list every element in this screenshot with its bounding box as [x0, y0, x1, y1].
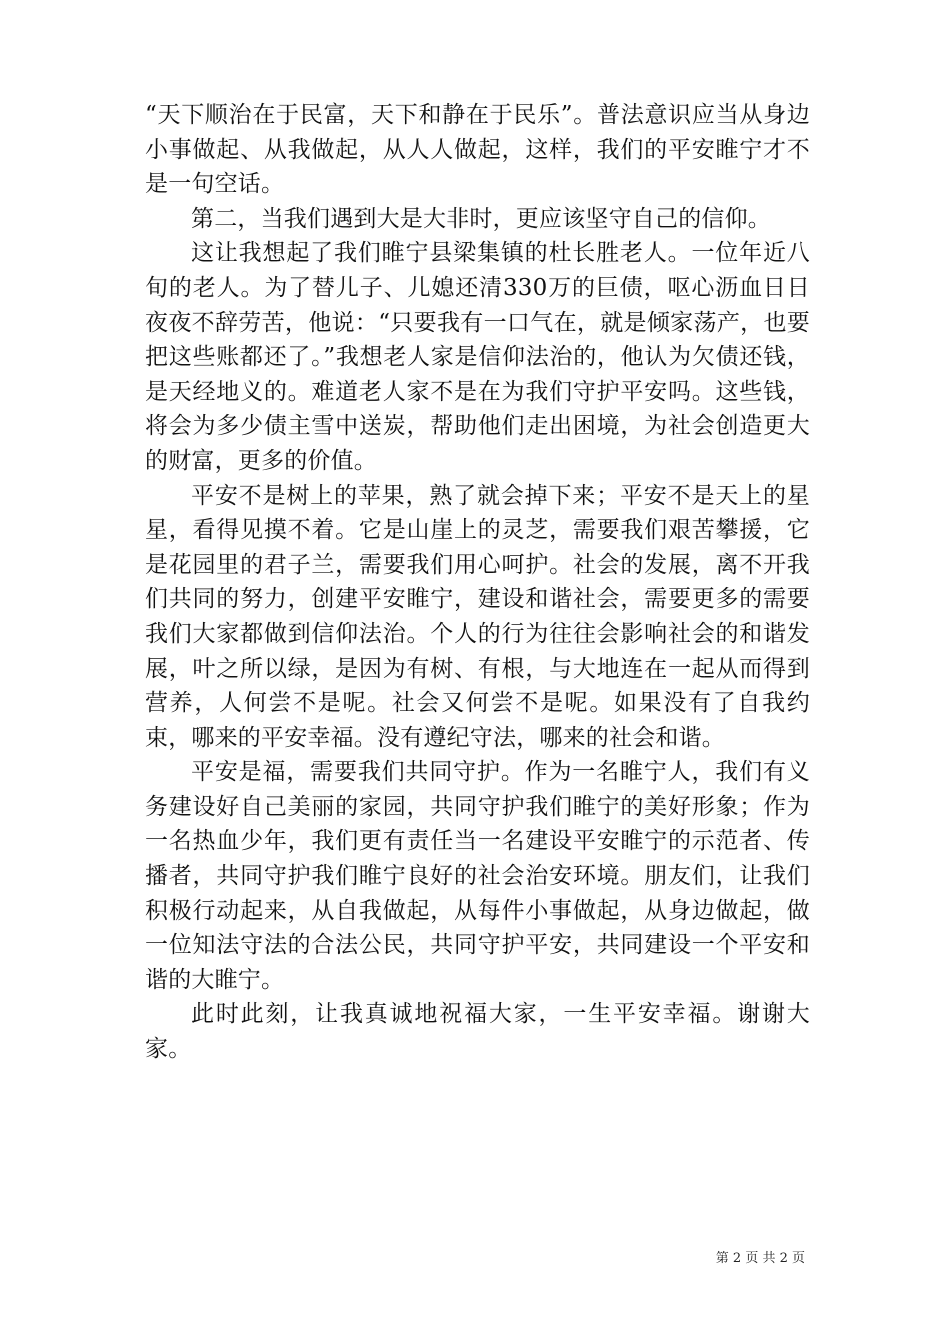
- paragraph-6: 此时此刻，让我真诚地祝福大家，一生平安幸福。谢谢大家。: [145, 1001, 810, 1063]
- paragraph-2: 第二，当我们遇到大是大非时，更应该坚守自己的信仰。: [191, 205, 771, 232]
- page-number: 第 2 页 共 2 页: [715, 1251, 805, 1266]
- paragraph-1: “天下顺治在于民富，天下和静在于民乐”。普法意识应当从身边小事做起、从我做起，从人人做起，这样，我们的平安睢宁才不是一句空话。: [145, 102, 810, 198]
- paragraph-4: 平安不是树上的苹果，熟了就会掉下来；平安不是天上的星星，看得见摸不着。它是山崖上的灵芝，需要我们艰苦攀援，它是花园里的君子兰，需要我们用心呵护。社会的发展，离不开我们共同的努力，创建平安睢宁，建设和谐社会，需要更多的需要我们大家都做到信仰法治。个人的行为往往会影响社会的和谐发展，叶之所以绿，是因为有树、有根，与大地连在一起从而得到营养，人何尝不是呢。社会又何尝不是呢。如果没有了自我约束，哪来的平安幸福。没有遵纪守法，哪来的社会和谐。: [145, 482, 810, 751]
- paragraph-3: 这让我想起了我们睢宁县梁集镇的杜长胜老人。一位年近八旬的老人。为了替儿子、儿媳还清330万的巨债，呕心沥血日日夜夜不辞劳苦，他说：“只要我有一口气在，就是倾家荡产，也要把这些账都还了。”我想老人家是信仰法治的，他认为欠债还钱，是天经地义的。难道老人家不是在为我们守护平安吗。这些钱，将会为多少债主雪中送炭，帮助他们走出困境，为社会创造更大的财富，更多的价值。: [145, 240, 810, 474]
- document-body: [145, 98, 810, 1067]
- paragraph-5: 平安是福，需要我们共同守护。作为一名睢宁人，我们有义务建设好自己美丽的家园，共同守护我们睢宁的美好形象；作为一名热血少年，我们更有责任当一名建设平安睢宁的示范者、传播者，共同守护我们睢宁良好的社会治安环境。朋友们，让我们积极行动起来，从自我做起，从每件小事做起，从身边做起，做一位知法守法的合法公民，共同守护平安，共同建设一个平安和谐的大睢宁。: [145, 759, 810, 993]
